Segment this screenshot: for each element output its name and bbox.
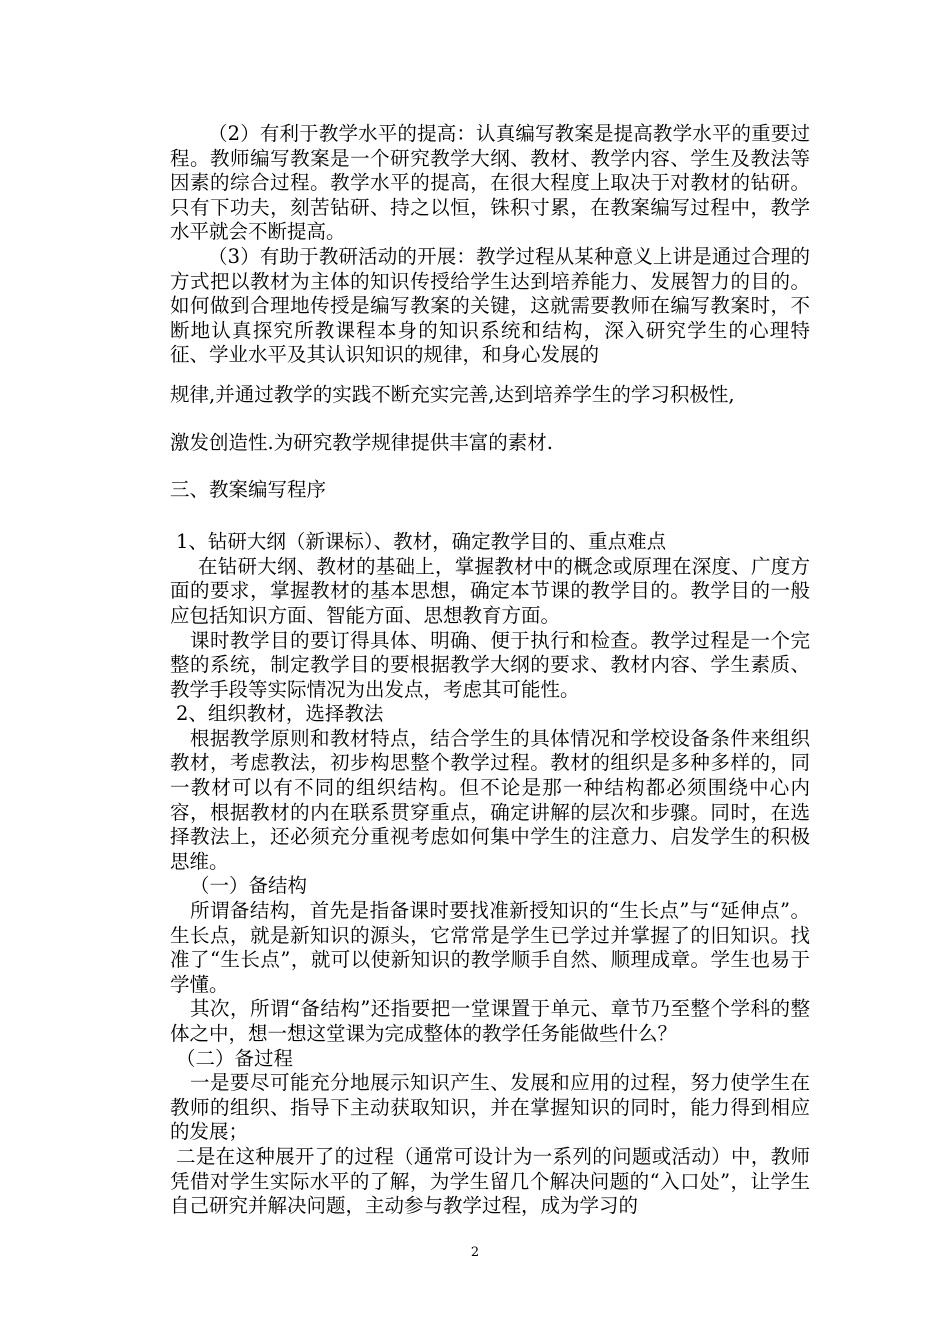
subheading-process: （二）备过程: [176, 1046, 294, 1070]
paragraph-process-1: 一是要尽可能充分地展示知识产生、发展和应用的过程，努力使学生在教师的组织、指导下主动获取知识，并在掌握知识的同时，能力得到相应的发展；: [170, 1071, 810, 1144]
subheading-1: 1、钻研大纲（新课标）、教材，确定教学目的、重点难点: [176, 530, 667, 554]
paragraph-structure-1: 所谓备结构，首先是指备课时要找准新授知识的“生长点”与“延伸点”。生长点，就是新知识的源头，它常常是学生已学过并掌握了的旧知识。找准了“生长点”，就可以使新知识的教学顺手自然、顺理成章。学生也易于学懂。: [170, 899, 810, 996]
page-number: 2: [470, 1245, 480, 1260]
paragraph-teaching-research: （3）有助于教研活动的开展：教学过程从某种意义上讲是通过合理的方式把以教材为主体的知识传授给学生达到培养能力、发展智力的目的。如何做到合理地传授是编写教案的关键，这就需要教师在编写教案时，不断地认真探究所教课程本身的知识系统和结构，深入研究学生的心理特征、学业水平及其认识知识的规律，和身心发展的: [170, 244, 810, 367]
paragraph-study-syllabus: 在钻研大纲、教材的基础上，掌握教材中的概念或原理在深度、广度方面的要求，掌握教材的基本思想，确定本节课的教学目的。教学目的一般应包括知识方面、智能方面、思想教育方面。: [170, 554, 810, 627]
paragraph-organize-materials: 根据教学原则和教材特点，结合学生的具体情况和学校设备条件来组织教材，考虑教法，初步构思整个教学过程。教材的组织是多种多样的，同一教材可以有不同的组织结构。但不论是那一种结构都必须围绕中心内容，根据教材的内在联系贯穿重点，确定讲解的层次和步骤。同时，在选择教法上，还必须充分重视考虑如何集中学生的注意力、启发学生的积极思维。: [170, 726, 810, 873]
paragraph-process-2: 二是在这种展开了的过程（通常可设计为一系列的问题或活动）中，教师凭借对学生实际水平的了解，为学生留几个解决问题的“入口处”，让学生自己研究并解决问题，主动参与教学过程，成为学习的: [170, 1144, 810, 1218]
section-heading-3: 三、教案编写程序: [170, 477, 327, 501]
subheading-2: 2、组织教材，选择教法: [176, 702, 384, 726]
paragraph-continuation-2: 激发创造性.为研究教学规律提供丰富的素材.: [170, 430, 553, 454]
paragraph-teaching-level: （2）有利于教学水平的提高：认真编写教案是提高教学水平的重要过程。教师编写教案是一个研究教学大纲、教材、教学内容、学生及教法等因素的综合过程。教学水平的提高，在很大程度上取决于对教材的钻研。只有下功夫，刻苦钻研、持之以恒，铢积寸累，在教案编写过程中，教学水平就会不断提高。: [170, 122, 810, 244]
paragraph-continuation-1: 规律,并通过教学的实践不断充实完善,达到培养学生的学习积极性,: [170, 382, 735, 406]
paragraph-lesson-goals: 课时教学目的要订得具体、明确、便于执行和检查。教学过程是一个完整的系统，制定教学目的要根据教学大纲的要求、教材内容、学生素质、教学手段等实际情况为出发点，考虑其可能性。: [170, 628, 810, 701]
document-body: [170, 122, 810, 1219]
subheading-structure: （一）备结构: [190, 874, 308, 898]
paragraph-structure-2: 其次，所谓“备结构”还指要把一堂课置于单元、章节乃至整个学科的整体之中，想一想这堂课为完成整体的教学任务能做些什么？: [170, 997, 810, 1045]
